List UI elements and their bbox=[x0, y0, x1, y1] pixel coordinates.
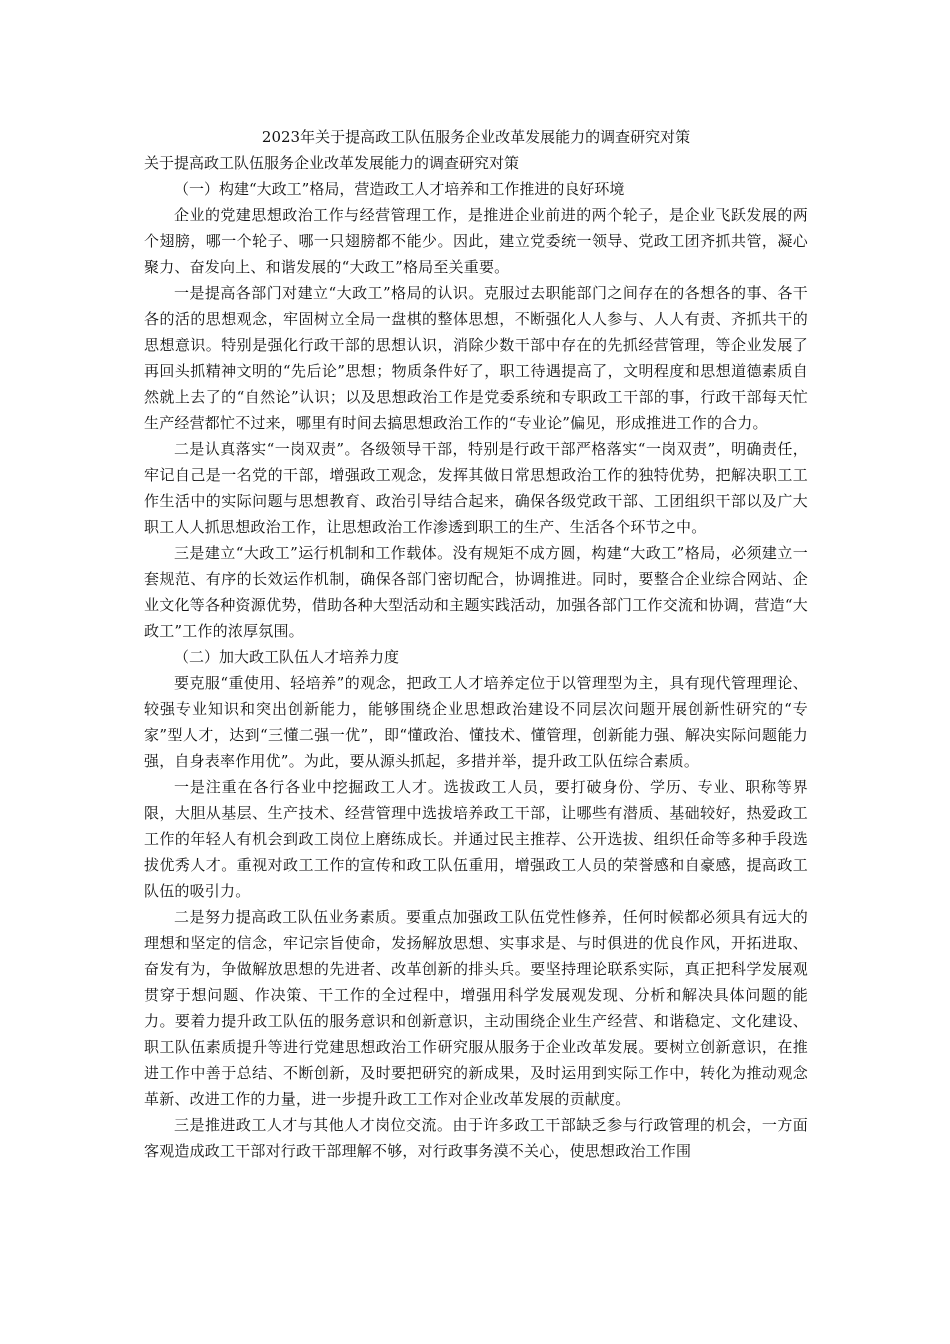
paragraph: 一是提高各部门对建立“大政工”格局的认识。克服过去职能部门之间存在的各想各的事、各干各的活的思想观念，牢固树立全局一盘棋的整体思想，不断强化人人参与、人人有责、齐抓共干的思想意识。特别是强化行政干部的思想认识，消除少数干部中存在的先抓经营管理，等企业发展了再回头抓精神文明的“先后论”思想；物质条件好了，职工待遇提高了，文明程度和思想道德素质自然就上去了的“自然论”认识；以及思想政治工作是党委系统和专职政工干部的事，行政干部每天忙生产经营都忙不过来，哪里有时间去搞思想政治工作的“专业论”偏见，形成推进工作的合力。 bbox=[144, 284, 808, 432]
document-subtitle: 关于提高政工队伍服务企业改革发展能力的调查研究对策 bbox=[144, 154, 520, 172]
paragraph: 要克服“重使用、轻培养”的观念，把政工人才培养定位于以管理型为主，具有现代管理理论、较强专业知识和突出创新能力，能够围绕企业思想政治建设不同层次问题开展创新性研究的“专家”型人才，达到“三懂二强一优”，即“懂政治、懂技术、懂管理，创新能力强、解决实际问题能力强，自身表率作用优”。为此，要从源头抓起，多措并举，提升政工队伍综合素质。 bbox=[144, 674, 808, 770]
paragraph: 二是努力提高政工队伍业务素质。要重点加强政工队伍党性修养，任何时候都必须具有远大的理想和坚定的信念，牢记宗旨使命，发扬解放思想、实事求是、与时俱进的优良作风，开拓进取、奋发有为，争做解放思想的先进者、改革创新的排头兵。要坚持理论联系实际，真正把科学发展观贯穿于想问题、作决策、干工作的全过程中，增强用科学发展观发现、分析和解决具体问题的能力。要着力提升政工队伍的服务意识和创新意识，主动围绕企业生产经营、和谐稳定、文化建设、职工队伍素质提升等进行党建思想政治工作研究服从服务于企业改革发展。要树立创新意识，在推进工作中善于总结、不断创新，及时要把研究的新成果，及时运用到实际工作中，转化为推动观念革新、改进工作的力量，进一步提升政工工作对企业改革发展的贡献度。 bbox=[144, 908, 808, 1108]
paragraph: 三是推进政工人才与其他人才岗位交流。由于许多政工干部缺乏参与行政管理的机会，一方面客观造成政工干部对行政干部理解不够，对行政事务漠不关心，使思想政治工作围 bbox=[144, 1116, 808, 1160]
paragraph: 三是建立“大政工”运行机制和工作载体。没有规矩不成方圆，构建“大政工”格局，必须建立一套规范、有序的长效运作机制，确保各部门密切配合，协调推进。同时，要整合企业综合网站、企业文化等各种资源优势，借助各种大型活动和主题实践活动，加强各部门工作交流和协调，营造“大政工”工作的浓厚氛围。 bbox=[144, 544, 808, 640]
section-heading-1: （一）构建“大政工”格局，营造政工人才培养和工作推进的良好环境 bbox=[174, 180, 625, 198]
paragraph: 二是认真落实“一岗双责”。各级领导干部，特别是行政干部严格落实“一岗双责”，明确责任，牢记自己是一名党的干部，增强政工观念，发挥其做日常思想政治工作的独特优势，把解决职工工作生活中的实际问题与思想教育、政治引导结合起来，确保各级党政干部、工团组织干部以及广大职工人人抓思想政治工作，让思想政治工作渗透到职工的生产、生活各个环节之中。 bbox=[144, 440, 808, 536]
document-page bbox=[144, 124, 808, 1164]
section-heading-2: （二）加大政工队伍人才培养力度 bbox=[174, 648, 400, 666]
paragraph: 一是注重在各行各业中挖掘政工人才。选拔政工人员，要打破身份、学历、专业、职称等界限，大胆从基层、生产技术、经营管理中选拔培养政工干部，让哪些有潜质、基础较好，热爱政工工作的年轻人有机会到政工岗位上磨练成长。并通过民主推荐、公开选拔、组织任命等多种手段选拔优秀人才。重视对政工工作的宣传和政工队伍重用，增强政工人员的荣誉感和自豪感，提高政工队伍的吸引力。 bbox=[144, 778, 808, 900]
paragraph: 企业的党建思想政治工作与经营管理工作，是推进企业前进的两个轮子，是企业飞跃发展的两个翅膀，哪一个轮子、哪一只翅膀都不能少。因此，建立党委统一领导、党政工团齐抓共管，凝心聚力、奋发向上、和谐发展的“大政工”格局至关重要。 bbox=[144, 206, 808, 276]
document-title: 2023年关于提高政工队伍服务企业改革发展能力的调查研究对策 bbox=[261, 128, 691, 146]
